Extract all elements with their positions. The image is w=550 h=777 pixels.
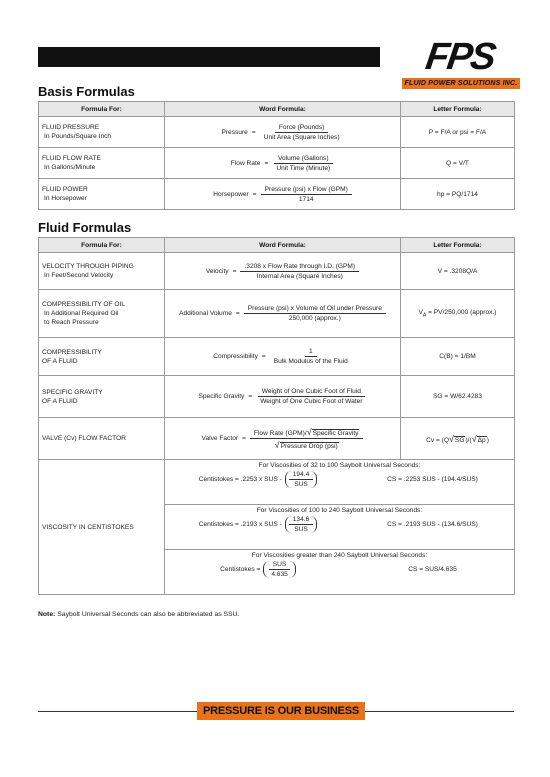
table-row bbox=[39, 418, 515, 460]
formula-for-cell: FLUID PRESSURE In Pounds/Square Inch bbox=[39, 117, 165, 148]
table-header-row bbox=[39, 102, 515, 117]
table-row bbox=[39, 338, 515, 376]
word-formula-cell: Valve Factor = $\frac{\text{Flow Rate (GPM)/√Specific Gravity}}{\text{√Pressure Drop (psi)}}$ bbox=[165, 418, 401, 460]
word-formula-cell: Additional Volume = $\frac{\text{Pressure (psi) x Volume of Oil under Pressure}}{\text{250,000 (approx.)}}$ bbox=[165, 290, 401, 338]
table-row bbox=[39, 117, 515, 148]
formula-for-cell: VELOCITY THROUGH PIPING In Feet/Second Velocity bbox=[39, 253, 165, 290]
column-header: Letter Formula: bbox=[401, 238, 515, 253]
footnote: Note: Saybolt Universal Seconds can also be abbreviated as SSU. bbox=[38, 611, 240, 618]
basis-formulas-title: Basis Formulas bbox=[38, 84, 135, 99]
table-row bbox=[39, 290, 515, 338]
word-formula-cell: Specific Gravity = $\frac{\text{Weight of One Cubic Foot of Fluid}}{\text{Weight of One Cubic Foot of Water}}$ bbox=[165, 376, 401, 418]
column-header: Word Formula: bbox=[165, 102, 401, 117]
column-header: Formula For: bbox=[39, 238, 165, 253]
word-formula-cell: Horsepower = $\frac{\text{Pressure (psi) x Flow (GPM)}}{1714}$ bbox=[165, 179, 401, 210]
header-bar bbox=[38, 47, 380, 67]
table-row bbox=[39, 179, 515, 210]
letter-formula-cell: P = F/A or psi = F/A bbox=[401, 117, 515, 148]
letter-formula-cell: Q = V/T bbox=[401, 148, 515, 179]
letter-formula-cell: SG = W/62.4283 bbox=[401, 376, 515, 418]
company-logo bbox=[398, 38, 522, 90]
formula-for-cell: SPECIFIC GRAVITY OF A FLUID bbox=[39, 376, 165, 418]
viscosity-block: For Viscosities of 100 to 240 Saybolt Universal Seconds: Centistokes = .2193 x SUS - $\frac{134.6}{\text{SUS}}$ CS = .2193 SUS - (134.6/SUS) bbox=[165, 504, 514, 549]
viscosity-block: For Viscosities greater than 240 Saybolt Universal Seconds: Centistokes = $\frac{\text{SUS}}{4.635}$ CS = SUS/4.635 bbox=[165, 549, 514, 594]
viscosity-formulas-cell bbox=[165, 460, 515, 595]
letter-formula-cell: hp = PQ/1714 bbox=[401, 179, 515, 210]
word-formula-cell: Pressure = $\frac{\text{Force (Pounds)}}{\text{Unit Area (Square Inches)}}$ bbox=[165, 117, 401, 148]
word-formula-cell: Flow Rate = $\frac{\text{Volume (Gallons)}}{\text{Unit Time (Minute)}}$ bbox=[165, 148, 401, 179]
table-row bbox=[39, 460, 515, 595]
table-row bbox=[39, 376, 515, 418]
formula-for-cell: COMPRESSIBILITY OF OIL In Additional Required Oil to Reach Pressure bbox=[39, 290, 165, 338]
formula-for-cell: COMPRESSIBILITY OF A FLUID bbox=[39, 338, 165, 376]
fluid-formulas-table bbox=[38, 237, 515, 595]
letter-formula-cell: $V_A = PV/250,000$ (approx.) bbox=[401, 290, 515, 338]
word-formula-cell: Compressibility = $\frac{1}{\text{Bulk Modulus of the Fluid}}$ bbox=[165, 338, 401, 376]
fluid-formulas-title: Fluid Formulas bbox=[38, 220, 132, 235]
formula-for-cell: FLUID FLOW RATE In Gallons/Minute bbox=[39, 148, 165, 179]
formula-for-cell: FLUID POWER In Horsepower bbox=[39, 179, 165, 210]
letter-formula-cell: Cv = (Q√SG)/(√Δp) bbox=[401, 418, 515, 460]
formula-for-cell: VALVE (Cv) FLOW FACTOR bbox=[39, 418, 165, 460]
column-header: Word Formula: bbox=[165, 238, 401, 253]
table-row bbox=[39, 253, 515, 290]
basis-formulas-table bbox=[38, 101, 515, 210]
letter-formula-cell: C(B) = 1/BM bbox=[401, 338, 515, 376]
word-formula-cell: Velocity = $\frac{\text{.3208 x Flow Rate through I.D. (GPM)}}{\text{Internal Area (Square Inches)}}$ bbox=[165, 253, 401, 290]
footer-slogan: PRESSURE IS OUR BUSINESS bbox=[197, 702, 365, 720]
letter-formula-cell: V = .3208Q/A bbox=[401, 253, 515, 290]
column-header: Letter Formula: bbox=[401, 102, 515, 117]
formula-for-cell: VISCOSITY IN CENTISTOKES bbox=[39, 460, 165, 595]
table-row bbox=[39, 148, 515, 179]
table-header-row bbox=[39, 238, 515, 253]
logo-tagline: FLUID POWER SOLUTIONS INC. bbox=[402, 78, 520, 89]
logo-text: FPS bbox=[423, 36, 497, 78]
viscosity-block: For Viscosities of 32 to 100 Saybolt Universal Seconds: Centistokes = .2253 x SUS - $\frac{194.4}{\text{SUS}}$ CS = .2253 SUS - (194.4/SUS) bbox=[198, 462, 478, 488]
column-header: Formula For: bbox=[39, 102, 165, 117]
